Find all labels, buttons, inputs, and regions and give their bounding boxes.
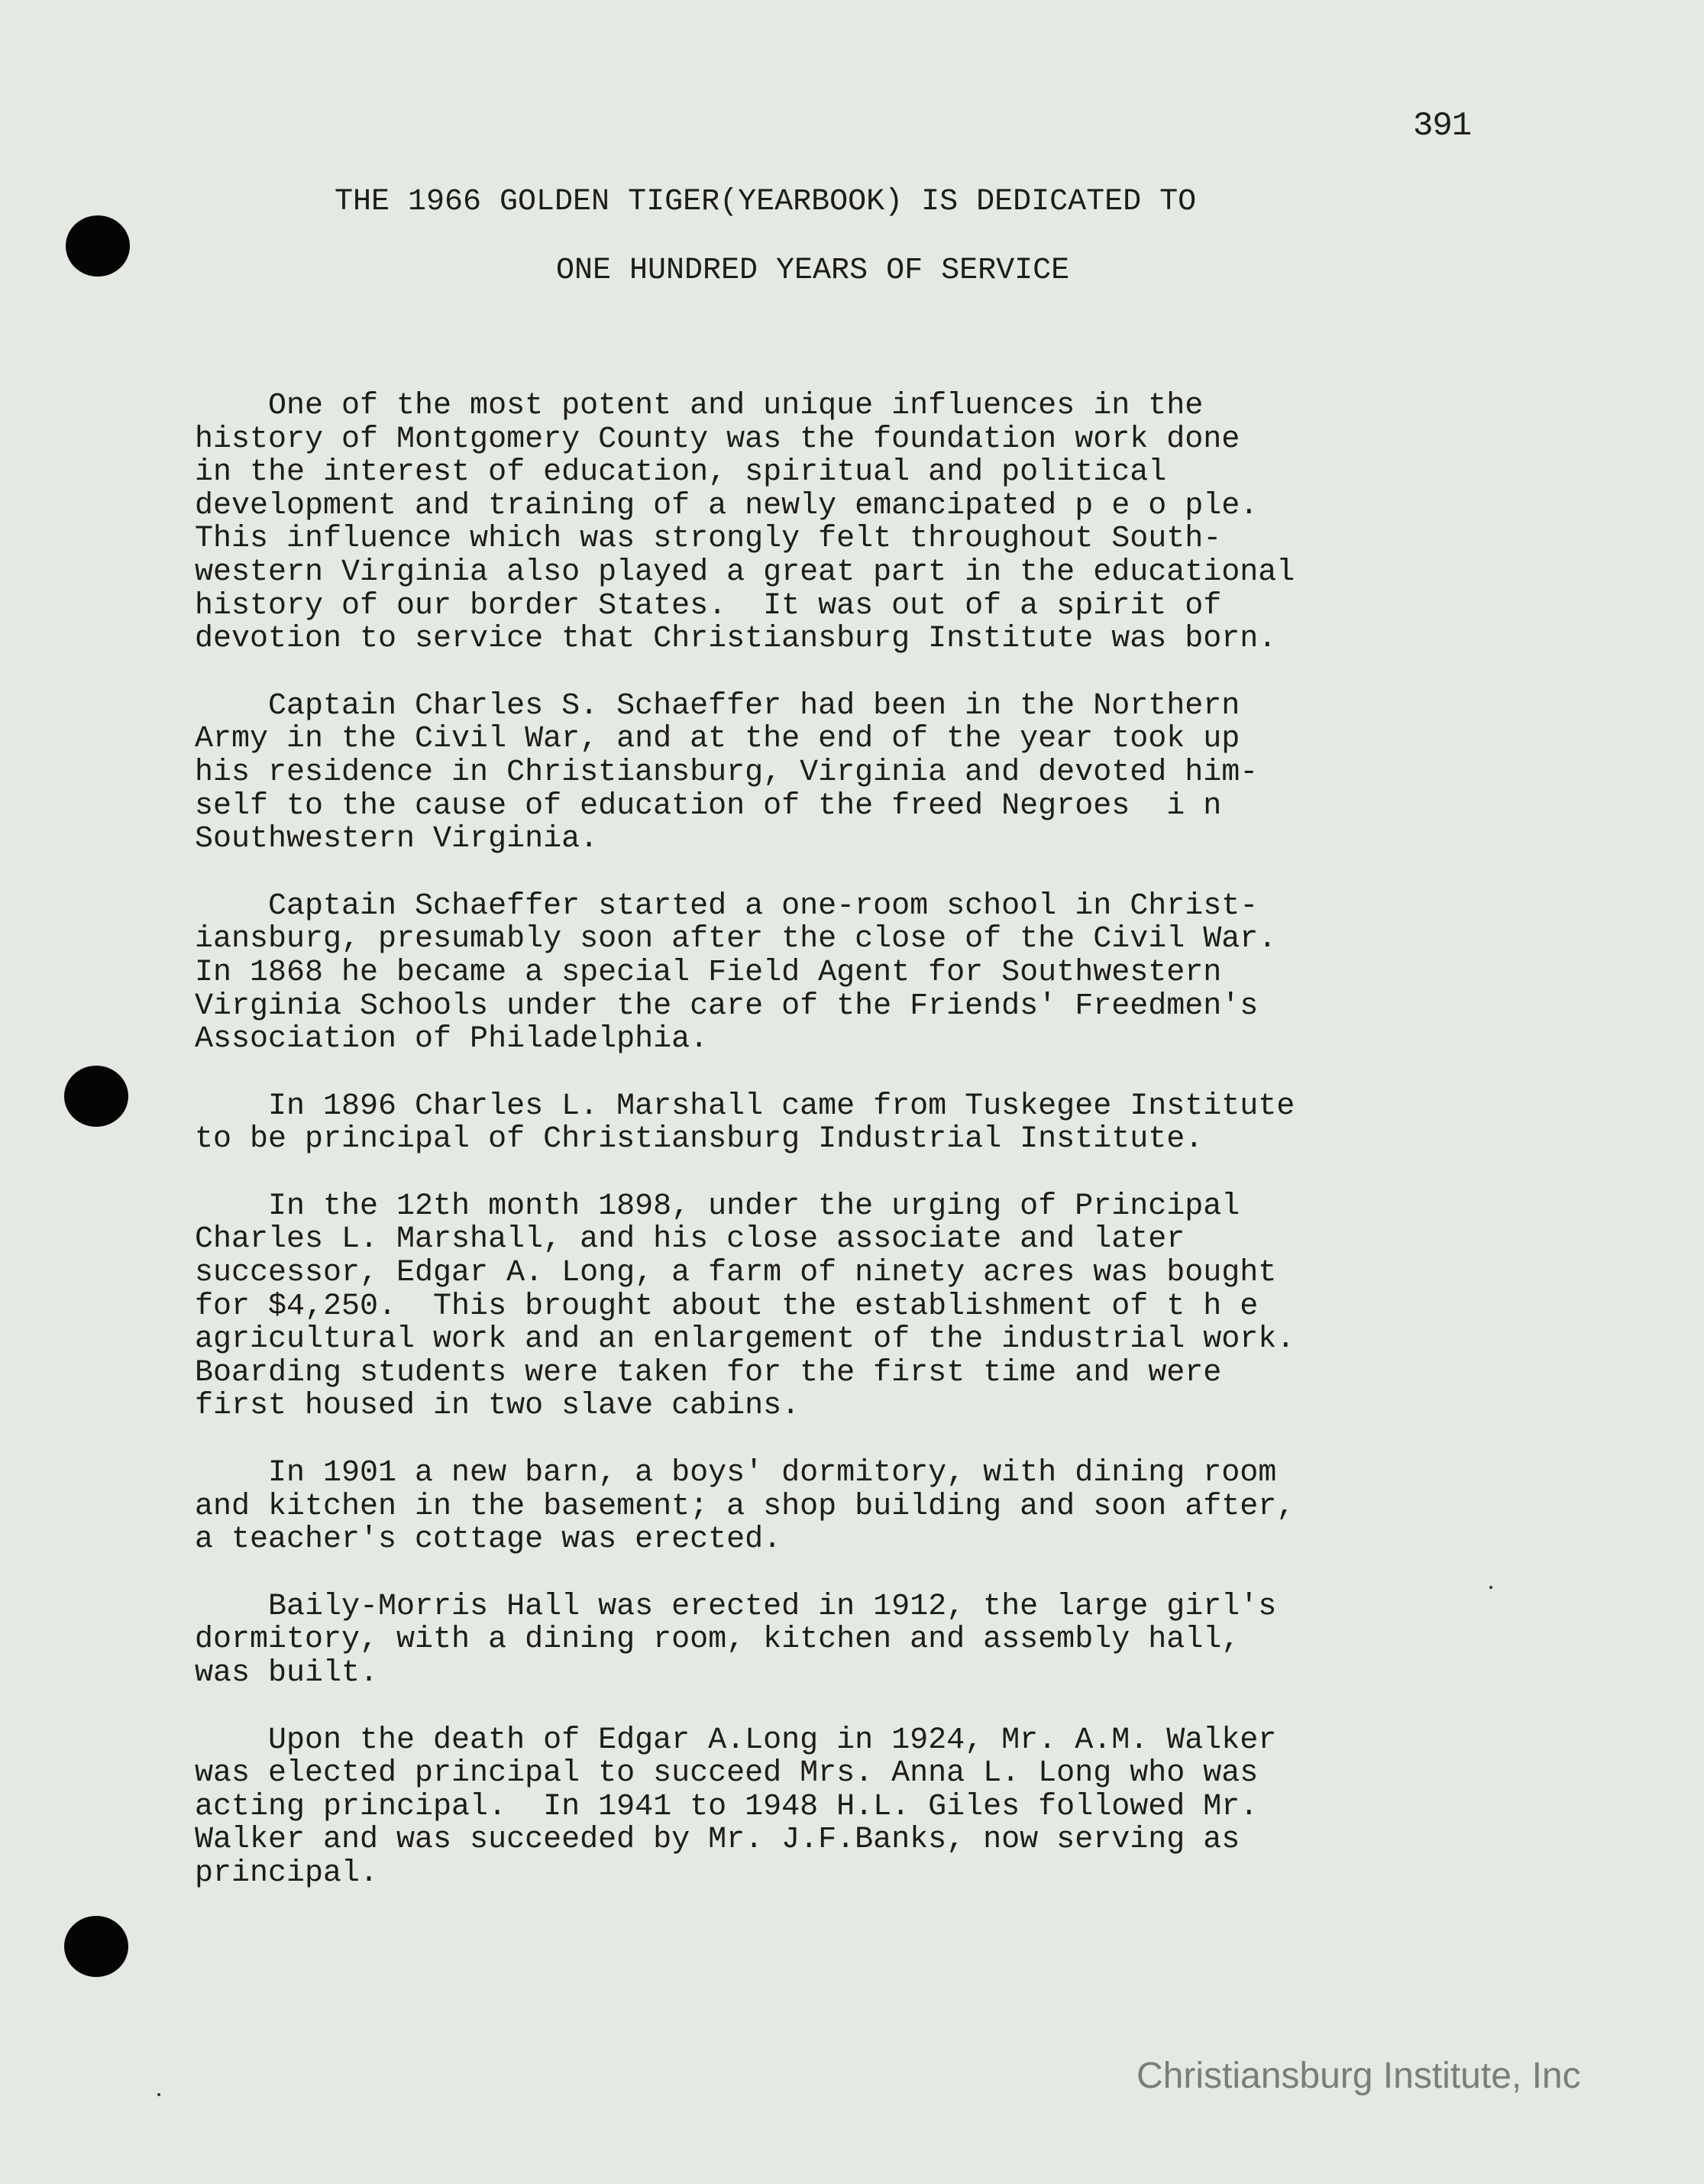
paragraph-8: Upon the death of Edgar A.Long in 1924, Mr. A.M. Walker was elected principal to succeed Mrs. Anna L. Long who was acting principal. In 1941 to 1948 H.L. Giles followed Mr. Walker and was succeeded by Mr. J.F.Banks, now serving as principal. (195, 1723, 1277, 1891)
paragraph-4: In 1896 Charles L. Marshall came from Tuskegee Institute to be principal of Christiansburg Industrial Institute. (195, 1089, 1295, 1157)
paragraph-3: Captain Schaeffer started a one-room school in Christ- iansburg, presumably soon after the close of the Civil War. In 1868 he became a special Field Agent for Southwestern Virginia Schools under the care of the Friends' Freedmen's Association of Philadelphia. (195, 888, 1277, 1057)
paper-speck (157, 2093, 160, 2096)
watermark: Christiansburg Institute, Inc (1137, 2056, 1581, 2096)
title-line-2: ONE HUNDRED YEARS OF SERVICE (556, 254, 1070, 288)
paragraph-6: In 1901 a new barn, a boys' dormitory, with dining room and kitchen in the basement; a shop building and soon after, a teacher's cottage was erected. (195, 1456, 1295, 1558)
page-number: 391 (1413, 107, 1472, 145)
punch-hole-top (66, 215, 130, 277)
punch-hole-middle (64, 1066, 128, 1127)
paper-speck (1489, 1586, 1492, 1589)
paragraph-7: Baily-Morris Hall was erected in 1912, the large girl's dormitory, with a dining room, kitchen and assembly hall, was built. (195, 1589, 1277, 1691)
paragraph-2: Captain Charles S. Schaeffer had been in the Northern Army in the Civil War, and at the end of the year took up his residence in Christiansburg, Virginia and devoted him- self to the cause of education of the freed Negroes i n Southwestern Virginia. (195, 688, 1259, 857)
title-line-1: THE 1966 GOLDEN TIGER(YEARBOOK) IS DEDICATED TO (335, 185, 1197, 219)
punch-hole-bottom (64, 1916, 128, 1977)
paragraph-5: In the 12th month 1898, under the urging of Principal Charles L. Marshall, and his close associate and later successor, Edgar A. Long, a farm of ninety acres was bought for $4,250. This brought about the establishment of t h e agricultural work and an enlargement of the industrial work. Boarding students were taken for the first time and were first housed in two slave cabins. (195, 1189, 1295, 1424)
body-text (195, 390, 1631, 1924)
paragraph-1: One of the most potent and unique influences in the history of Montgomery County was the foundation work done in the interest of education, spiritual and political development and training of a newly emancipated p e o ple. This influence which was strongly felt throughout South- western Virginia also played a great part in the educational history of our border States. It was out of a spirit of devotion to service that Christiansburg Institute was born. (195, 389, 1295, 657)
